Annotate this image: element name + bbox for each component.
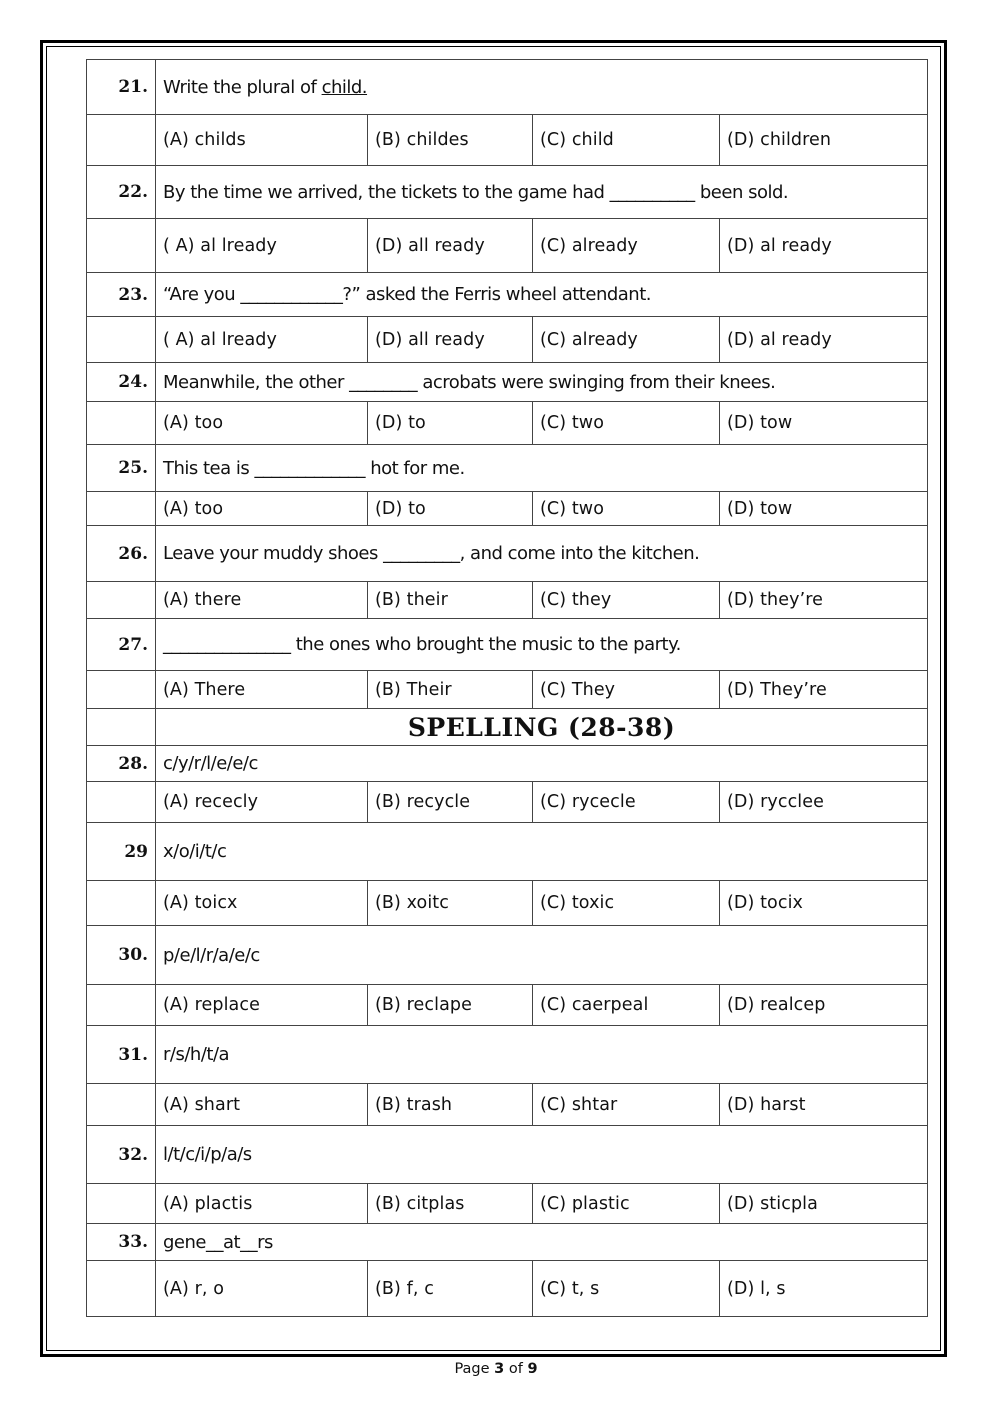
option-b[interactable]: (B) xoitc xyxy=(368,881,533,926)
question-row xyxy=(87,363,928,402)
question-prompt xyxy=(156,273,928,317)
option-d[interactable]: (D) children xyxy=(720,115,928,166)
question-prompt-text: Leave your muddy shoes _________, and come into the kitchen. xyxy=(163,543,700,564)
options-spacer xyxy=(87,881,156,926)
question-prompt-text: Write the plural of xyxy=(163,76,322,98)
footer-prefix: Page xyxy=(454,1361,495,1377)
options-row xyxy=(87,671,928,709)
question-prompt-keyword: child. xyxy=(321,76,368,98)
option-c[interactable]: (C) plastic xyxy=(533,1184,720,1224)
question-row xyxy=(87,1126,928,1184)
option-d[interactable]: (D) They’re xyxy=(720,671,928,709)
option-a[interactable]: (A) There xyxy=(156,671,368,709)
option-d[interactable]: (D) rycclee xyxy=(720,782,928,823)
options-row xyxy=(87,492,928,526)
options-row xyxy=(87,317,928,363)
options-row xyxy=(87,1084,928,1126)
option-d[interactable]: (D) harst xyxy=(720,1084,928,1126)
question-row xyxy=(87,823,928,881)
section-heading-spacer xyxy=(87,709,156,746)
question-number: 28. xyxy=(87,746,156,782)
option-b[interactable]: (D) all ready xyxy=(368,317,533,363)
option-a[interactable]: (A) there xyxy=(156,582,368,619)
page-footer xyxy=(0,1361,992,1377)
question-prompt-text: c/y/r/l/e/e/c xyxy=(163,753,258,774)
option-b[interactable]: (D) to xyxy=(368,492,533,526)
question-row xyxy=(87,60,928,115)
question-prompt-text: _______________ the ones who brought the music to the party. xyxy=(163,634,681,655)
question-table xyxy=(86,59,928,1317)
question-row xyxy=(87,746,928,782)
options-row xyxy=(87,1184,928,1224)
footer-current-page: 3 xyxy=(494,1361,505,1377)
question-prompt-text: x/o/i/t/c xyxy=(163,841,227,862)
question-prompt xyxy=(156,926,928,985)
option-b[interactable]: (B) Their xyxy=(368,671,533,709)
option-c[interactable]: (C) they xyxy=(533,582,720,619)
option-d[interactable]: (D) they’re xyxy=(720,582,928,619)
option-a[interactable]: (A) too xyxy=(156,402,368,445)
question-number: 26. xyxy=(87,526,156,582)
options-spacer xyxy=(87,582,156,619)
section-heading: SPELLING (28-38) xyxy=(156,709,928,746)
options-spacer xyxy=(87,219,156,273)
question-number: 30. xyxy=(87,926,156,985)
question-prompt-text: This tea is _____________ hot for me. xyxy=(163,457,465,479)
question-row xyxy=(87,1224,928,1261)
question-prompt-text: gene__at__rs xyxy=(163,1231,273,1253)
options-spacer xyxy=(87,115,156,166)
question-row xyxy=(87,445,928,492)
question-prompt xyxy=(156,1126,928,1184)
question-row xyxy=(87,619,928,671)
option-c[interactable]: (C) rycecle xyxy=(533,782,720,823)
option-d[interactable]: (D) sticpla xyxy=(720,1184,928,1224)
question-number: 22. xyxy=(87,166,156,219)
option-b[interactable]: (B) reclape xyxy=(368,985,533,1026)
footer-total-pages: 9 xyxy=(527,1361,538,1377)
question-prompt xyxy=(156,526,928,582)
option-c[interactable]: (C) already xyxy=(533,219,720,273)
option-a[interactable]: (A) r, o xyxy=(156,1261,368,1317)
option-a[interactable]: (A) childs xyxy=(156,115,368,166)
options-spacer xyxy=(87,492,156,526)
option-c[interactable]: (C) caerpeal xyxy=(533,985,720,1026)
option-d[interactable]: (D) al ready xyxy=(720,219,928,273)
question-prompt xyxy=(156,1026,928,1084)
question-prompt xyxy=(156,746,928,782)
question-prompt xyxy=(156,166,928,219)
options-spacer xyxy=(87,1084,156,1126)
question-row xyxy=(87,526,928,582)
option-d[interactable]: (D) tow xyxy=(720,402,928,445)
option-d[interactable]: (D) al ready xyxy=(720,317,928,363)
question-number: 25. xyxy=(87,445,156,492)
option-d[interactable]: (D) l, s xyxy=(720,1261,928,1317)
option-d[interactable]: (D) tow xyxy=(720,492,928,526)
question-prompt-text: r/s/h/t/a xyxy=(163,1044,230,1065)
option-b[interactable]: (B) their xyxy=(368,582,533,619)
question-row xyxy=(87,166,928,219)
question-prompt xyxy=(156,445,928,492)
question-number: 24. xyxy=(87,363,156,402)
option-a[interactable]: (A) shart xyxy=(156,1084,368,1126)
question-row xyxy=(87,273,928,317)
question-prompt-text: By the time we arrived, the tickets to the game had __________ been sold. xyxy=(163,181,789,203)
option-c[interactable]: (C) They xyxy=(533,671,720,709)
option-c[interactable]: (C) t, s xyxy=(533,1261,720,1317)
question-prompt-text: “Are you ____________?” asked the Ferris wheel attendant. xyxy=(163,284,651,305)
question-prompt xyxy=(156,1224,928,1261)
options-row xyxy=(87,985,928,1026)
options-spacer xyxy=(87,402,156,445)
question-prompt xyxy=(156,60,928,115)
option-c[interactable]: (C) toxic xyxy=(533,881,720,926)
options-row xyxy=(87,881,928,926)
option-c[interactable]: (C) child xyxy=(533,115,720,166)
question-prompt-text: l/t/c/i/p/a/s xyxy=(163,1144,252,1165)
option-c[interactable]: (C) two xyxy=(533,402,720,445)
question-prompt-text: Meanwhile, the other ________ acrobats were swinging from their knees. xyxy=(163,371,776,393)
options-spacer xyxy=(87,1261,156,1317)
option-a[interactable]: (A) rececly xyxy=(156,782,368,823)
option-d[interactable]: (D) realcep xyxy=(720,985,928,1026)
question-number: 21. xyxy=(87,60,156,115)
option-c[interactable]: (C) two xyxy=(533,492,720,526)
options-row xyxy=(87,782,928,823)
question-number: 27. xyxy=(87,619,156,671)
option-a[interactable]: (A) too xyxy=(156,492,368,526)
option-b[interactable]: (B) citplas xyxy=(368,1184,533,1224)
option-c[interactable]: (C) already xyxy=(533,317,720,363)
option-b[interactable]: (B) trash xyxy=(368,1084,533,1126)
options-row xyxy=(87,219,928,273)
section-heading-row xyxy=(87,709,928,746)
question-prompt-text: p/e/l/r/a/e/c xyxy=(163,944,260,966)
question-number: 31. xyxy=(87,1026,156,1084)
option-a[interactable]: (A) replace xyxy=(156,985,368,1026)
option-b[interactable]: (B) childes xyxy=(368,115,533,166)
question-row xyxy=(87,1026,928,1084)
question-number: 33. xyxy=(87,1224,156,1261)
option-b[interactable]: (D) to xyxy=(368,402,533,445)
options-spacer xyxy=(87,1184,156,1224)
question-prompt xyxy=(156,363,928,402)
options-row xyxy=(87,402,928,445)
option-b[interactable]: (B) f, c xyxy=(368,1261,533,1317)
question-row xyxy=(87,926,928,985)
option-a[interactable]: ( A) al lready xyxy=(156,219,368,273)
option-c[interactable]: (C) shtar xyxy=(533,1084,720,1126)
options-spacer xyxy=(87,671,156,709)
options-spacer xyxy=(87,317,156,363)
options-row xyxy=(87,582,928,619)
options-spacer xyxy=(87,782,156,823)
question-prompt xyxy=(156,823,928,881)
question-prompt xyxy=(156,619,928,671)
option-a[interactable]: (A) toicx xyxy=(156,881,368,926)
question-number: 32. xyxy=(87,1126,156,1184)
question-number: 29 xyxy=(87,823,156,881)
footer-of: of xyxy=(504,1361,528,1377)
options-spacer xyxy=(87,985,156,1026)
option-b[interactable]: (D) all ready xyxy=(368,219,533,273)
options-row xyxy=(87,115,928,166)
option-d[interactable]: (D) tocix xyxy=(720,881,928,926)
question-number: 23. xyxy=(87,273,156,317)
option-a[interactable]: (A) plactis xyxy=(156,1184,368,1224)
options-row xyxy=(87,1261,928,1317)
option-a[interactable]: ( A) al lready xyxy=(156,317,368,363)
option-b[interactable]: (B) recycle xyxy=(368,782,533,823)
